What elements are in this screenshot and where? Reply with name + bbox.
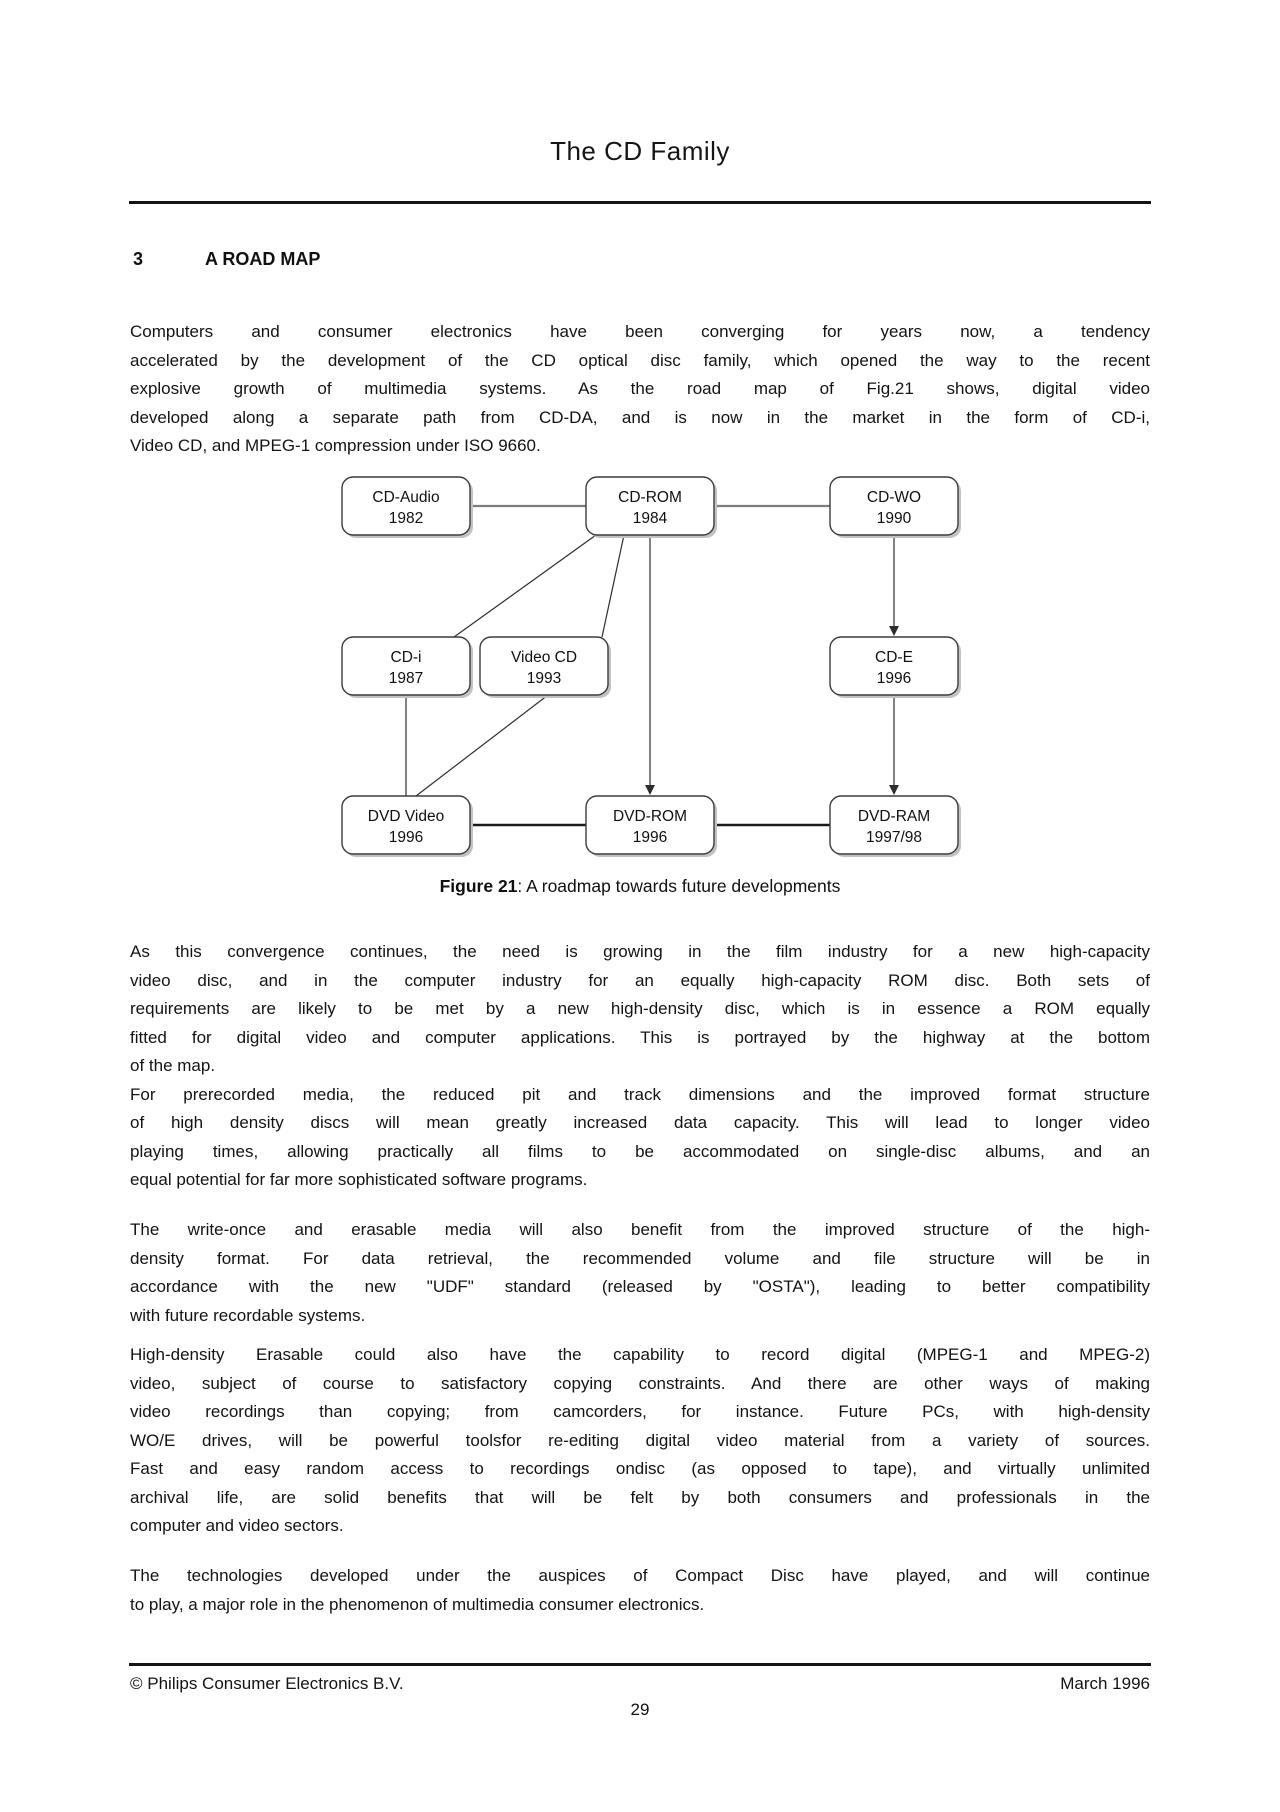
text-line: video recordings than copying; from camcorders, for instance. Future PCs, with high-density: [130, 1402, 1150, 1421]
figure-caption-label: Figure 21: [439, 876, 518, 896]
diagram-node-cd-i: [342, 637, 473, 698]
diagram-node-dvd-ram: [830, 796, 961, 857]
text-line: requirements are likely to be met by a new high-density disc, which is in essence a ROM equally: [130, 999, 1150, 1018]
section-heading-text: A ROAD MAP: [205, 249, 321, 269]
footer-date: March 1996: [1060, 1674, 1150, 1693]
text-line: density format. For data retrieval, the recommended volume and file structure will be in: [130, 1248, 1150, 1268]
text-line: to play, a major role in the phenomenon of multimedia consumer electronics.: [130, 1594, 705, 1614]
text-line: The technologies developed under the auspices of Compact Disc have played, and will continue: [130, 1566, 1150, 1585]
diagram-node-label: DVD-RAM: [857, 808, 931, 825]
diagram-node-cd-e: [830, 637, 961, 698]
text-line: of the map.: [130, 1056, 216, 1075]
diagram-node-year: 1982: [388, 510, 424, 527]
page-number: 29: [630, 1700, 650, 1719]
page-title: The CD Family: [550, 136, 730, 166]
section-number: 3: [133, 249, 144, 269]
footer: [130, 1674, 1150, 1694]
text-line: accelerated by the development of the CD optical disc family, which opened the way to the recent: [130, 350, 1150, 370]
figure-roadmap-diagram: [330, 470, 990, 870]
diagram-node-video-cd: [480, 637, 611, 698]
text-line: of high density discs will mean greatly increased data capacity. This will lead to longer video: [130, 1113, 1150, 1132]
diagram-node-label: CD-ROM: [618, 489, 682, 506]
paragraph-5: [130, 1562, 1150, 1619]
text-line: For prerecorded media, the reduced pit and track dimensions and the improved format structure: [130, 1084, 1150, 1104]
figure-caption: [130, 876, 1150, 897]
diagram-node-label: DVD Video: [367, 808, 445, 825]
text-line: with future recordable systems.: [130, 1305, 366, 1325]
text-line: fitted for digital video and computer applications. This is portrayed by the highway at the bottom: [130, 1027, 1150, 1047]
text-line: Fast and easy random access to recordings ondisc (as opposed to tape), and virtually unlimited: [130, 1459, 1150, 1478]
text-line: archival life, are solid benefits that will be felt by both consumers and professionals in the: [130, 1487, 1150, 1507]
paragraph-3: [130, 1216, 1150, 1330]
text-line: video, subject of course to satisfactory copying constraints. And there are other ways of making: [130, 1373, 1150, 1393]
diagram-node-label: CD-i: [390, 649, 422, 666]
text-line: Computers and consumer electronics have been converging for years now, a tendency: [130, 322, 1150, 341]
text-line: Video CD, and MPEG-1 compression under ISO 9660.: [130, 436, 541, 455]
footer-copyright: © Philips Consumer Electronics B.V.: [130, 1674, 404, 1693]
diagram-node-year: 1987: [388, 670, 424, 687]
diagram-node-year: 1993: [526, 670, 562, 687]
diagram-node-label: DVD-ROM: [612, 808, 688, 825]
text-line: As this convergence continues, the need is growing in the film industry for a new high-capacity: [130, 942, 1150, 961]
figure-caption-text: : A roadmap towards future developments: [517, 876, 841, 896]
footer-rule: [129, 1663, 1151, 1666]
text-line: equal potential for far more sophisticated software programs.: [130, 1170, 588, 1189]
diagram-node-year: 1997/98: [865, 829, 923, 846]
diagram-node-label: Video CD: [510, 649, 578, 666]
diagram-node-dvd-video: [342, 796, 473, 857]
diagram-node-dvd-rom: [586, 796, 717, 857]
paragraph-1: [130, 318, 1150, 461]
diagram-node-cd-audio: [342, 477, 473, 538]
diagram-node-label: CD-WO: [866, 489, 922, 506]
arrowhead-icon: [645, 785, 655, 795]
title-rule: [129, 201, 1151, 204]
text-line: The write-once and erasable media will also benefit from the improved structure of the high-: [130, 1220, 1150, 1239]
diagram-edge-cd-rom-video-cd: [602, 535, 624, 637]
diagram-node-year: 1996: [876, 670, 912, 687]
paragraph-2: [130, 938, 1150, 1195]
diagram-node-label: CD-E: [875, 649, 913, 666]
text-line: explosive growth of multimedia systems. As the road map of Fig.21 shows, digital video: [130, 379, 1150, 398]
arrowhead-icon: [889, 626, 899, 636]
diagram-node-year: 1990: [876, 510, 912, 527]
diagram-node-cd-rom: [586, 477, 717, 538]
text-line: High-density Erasable could also have the capability to record digital (MPEG-1 and MPEG-2): [130, 1345, 1150, 1364]
text-line: video disc, and in the computer industry for an equally high-capacity ROM disc. Both sets of: [130, 970, 1150, 990]
text-line: WO/E drives, will be powerful toolsfor re-editing digital video material from a variety of sources.: [130, 1430, 1150, 1450]
paragraph-4: [130, 1341, 1150, 1541]
text-line: developed along a separate path from CD-DA, and is now in the market in the form of CD-i,: [130, 407, 1150, 427]
diagram-node-year: 1996: [632, 829, 668, 846]
diagram-node-year: 1996: [388, 829, 424, 846]
text-line: playing times, allowing practically all films to be accommodated on single-disc albums, and an: [130, 1141, 1150, 1161]
diagram-edge-video-cd-dvd-video: [416, 695, 548, 796]
text-line: computer and video sectors.: [130, 1516, 344, 1535]
diagram-node-year: 1984: [632, 510, 668, 527]
diagram-node-cd-wo: [830, 477, 961, 538]
arrowhead-icon: [889, 785, 899, 795]
diagram-node-label: CD-Audio: [372, 489, 440, 506]
text-line: accordance with the new "UDF" standard (released by "OSTA"), leading to better compatibility: [130, 1277, 1150, 1296]
diagram-edge-cd-rom-cd-i: [454, 535, 596, 637]
